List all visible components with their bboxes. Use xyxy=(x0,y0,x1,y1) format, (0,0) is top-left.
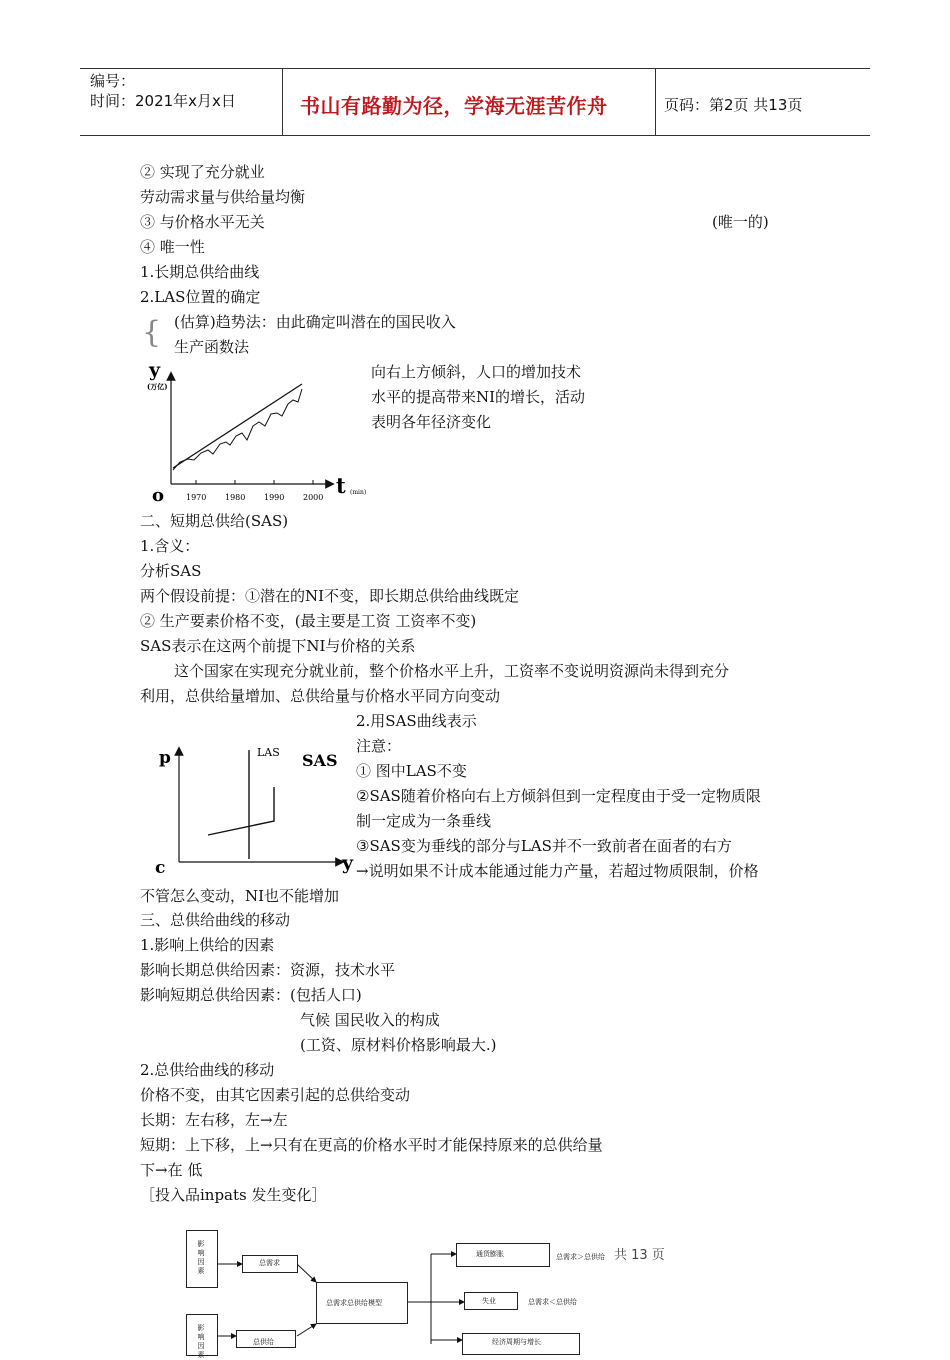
header-divider-right xyxy=(655,68,656,135)
chart1-x-unit: (min) xyxy=(350,489,367,496)
desc-line-2: 水平的提高带来NI的增长，活动 xyxy=(371,388,586,406)
line-uniqueness: ④ 唯一性 xyxy=(140,238,205,256)
line-las-curve: 1.长期总供给曲线 xyxy=(140,263,260,281)
line-inputs-change: ［投入品inpats 发生变化］ xyxy=(140,1186,327,1204)
chart1-tick-label: 1990 xyxy=(264,493,285,502)
line-price-unchanged: 价格不变，由其它因素引起的总供给变动 xyxy=(140,1086,411,1104)
flow-as-label: 总供给 xyxy=(253,1338,274,1346)
line-analyze-sas: 分析SAS xyxy=(140,562,202,580)
chart2-sas-label: SAS xyxy=(302,751,338,770)
note-1: ① 图中LAS不变 xyxy=(356,762,467,780)
chart2-origin: c xyxy=(155,858,166,878)
line-wage-materials: (工资、原材料价格影响最大.) xyxy=(300,1036,497,1054)
line-production-function: 生产函数法 xyxy=(174,338,250,356)
line-sas-relation: SAS表示在这两个前提下NI与价格的关系 xyxy=(140,637,416,655)
line-long-run-factors: 影响长期总供给因素：资源，技术水平 xyxy=(140,961,396,979)
chart2-y-label: p xyxy=(159,748,171,768)
line-unique-note: (唯一的) xyxy=(712,213,769,231)
header-page-label: 页码：第2页 共13页 xyxy=(664,96,803,114)
line-full-employment: ② 实现了充分就业 xyxy=(140,163,265,181)
note-2: ②SAS随着价格向右上方倾斜但到一定程度由于受一定物质限 xyxy=(356,787,761,805)
line-meaning: 1.含义： xyxy=(140,537,200,555)
chart1-tick-label: 2000 xyxy=(303,493,324,502)
header-top-rule xyxy=(80,68,870,69)
desc-line-1: 向右上方倾斜，人口的增加技术 xyxy=(371,363,582,381)
line-paragraph-1: 这个国家在实现充分就业前，整个价格水平上升，工资率不变说明资源尚未得到充分 xyxy=(174,662,730,680)
note-3: ③SAS变为垂线的部分与LAS并不一致前者在面者的右方 xyxy=(356,837,732,855)
chart1-actual-series xyxy=(173,389,302,470)
flow-growth-label: 经济周期与增长 xyxy=(492,1338,541,1346)
line-las-position: 2.LAS位置的确定 xyxy=(140,288,261,306)
chart1-trend-line xyxy=(173,384,302,468)
line-price-independent: ③ 与价格水平无关 xyxy=(140,213,265,231)
flow-cond-1: 总需求＞总供给 xyxy=(556,1253,605,1261)
flow-factor-label-1: 影响因素 xyxy=(197,1240,205,1275)
line-long-run-shift: 长期：左右移，左→左 xyxy=(140,1111,288,1129)
header-motto: 书山有路勤为径，学海无涯苦作舟 xyxy=(300,94,608,118)
line-down-shift: 下→在 低 xyxy=(140,1161,203,1179)
line-trend-method: (估算)趋势法：由此确定叫潜在的国民收入 xyxy=(174,313,456,331)
chart1-x-label: t xyxy=(336,473,346,498)
header-bottom-rule xyxy=(80,135,870,136)
desc-line-3: 表明各年径济变化 xyxy=(371,413,492,431)
flowchart-connectors xyxy=(0,1220,950,1344)
header-time-label: 时间：2021年x月x日 xyxy=(90,92,236,110)
header-number-label: 编号： xyxy=(90,72,136,90)
line-short-run-factors: 影响短期总供给因素：(包括人口) xyxy=(140,986,362,1004)
chart2-las-label: LAS xyxy=(257,746,280,759)
chart-ni-trend xyxy=(138,356,373,508)
chart1-y-label: y xyxy=(149,359,161,381)
section-sas-title: 二、短期总供给(SAS) xyxy=(140,512,289,530)
note-sas-curve: 2.用SAS曲线表示 xyxy=(356,712,477,730)
line-labor-balance: 劳动需求量与供给量均衡 xyxy=(140,188,306,206)
chart2-x-label: y xyxy=(342,852,354,874)
flow-inflation-label: 通货膨胀 xyxy=(476,1250,504,1258)
flow-ad-label: 总需求 xyxy=(259,1259,280,1267)
note-attention: 注意： xyxy=(356,737,402,755)
chart1-tick-label: 1970 xyxy=(186,493,207,502)
chart-las-sas xyxy=(150,736,360,881)
brace-icon: { xyxy=(142,315,162,350)
section-shift-title: 三、总供给曲线的移动 xyxy=(140,911,291,929)
note-3-explain-cont: 不管怎么变动，NI也不能增加 xyxy=(140,887,340,905)
chart2-sas-curve xyxy=(208,787,274,835)
flow-cond-2: 总需求＜总供给 xyxy=(528,1298,577,1306)
line-short-run-shift: 短期：上下移，上→只有在更高的价格水平时才能保持原来的总供给量 xyxy=(140,1136,603,1154)
line-assumption-1: 两个假设前提：①潜在的NI不变，即长期总供给曲线既定 xyxy=(140,587,520,605)
note-2-cont: 制一定成为一条垂线 xyxy=(356,812,492,830)
flow-factor-label-2: 影响因素 xyxy=(197,1324,205,1359)
line-climate: 气候 国民收入的构成 xyxy=(300,1011,440,1029)
chart1-ticks xyxy=(186,480,323,502)
chart1-y-unit: (万亿) xyxy=(147,382,168,391)
line-factors: 1.影响上供给的因素 xyxy=(140,936,275,954)
line-paragraph-2: 利用，总供给量增加、总供给量与价格水平同方向变动 xyxy=(140,687,501,705)
chart1-tick-label: 1980 xyxy=(225,493,246,502)
line-shift-title: 2.总供给曲线的移动 xyxy=(140,1061,275,1079)
flow-model-label: 总需求总供给模型 xyxy=(326,1299,382,1307)
header-divider-left xyxy=(282,68,283,135)
footer-page-total: 共 13 页 xyxy=(614,1248,665,1263)
line-assumption-2: ② 生产要素价格不变，(最主要是工资 工资率不变) xyxy=(140,612,477,630)
flow-unemployment-label: 失业 xyxy=(482,1297,496,1305)
chart1-origin: o xyxy=(152,485,165,506)
note-3-explain: →说明如果不计成本能通过能力产量，若超过物质限制，价格 xyxy=(356,862,759,880)
